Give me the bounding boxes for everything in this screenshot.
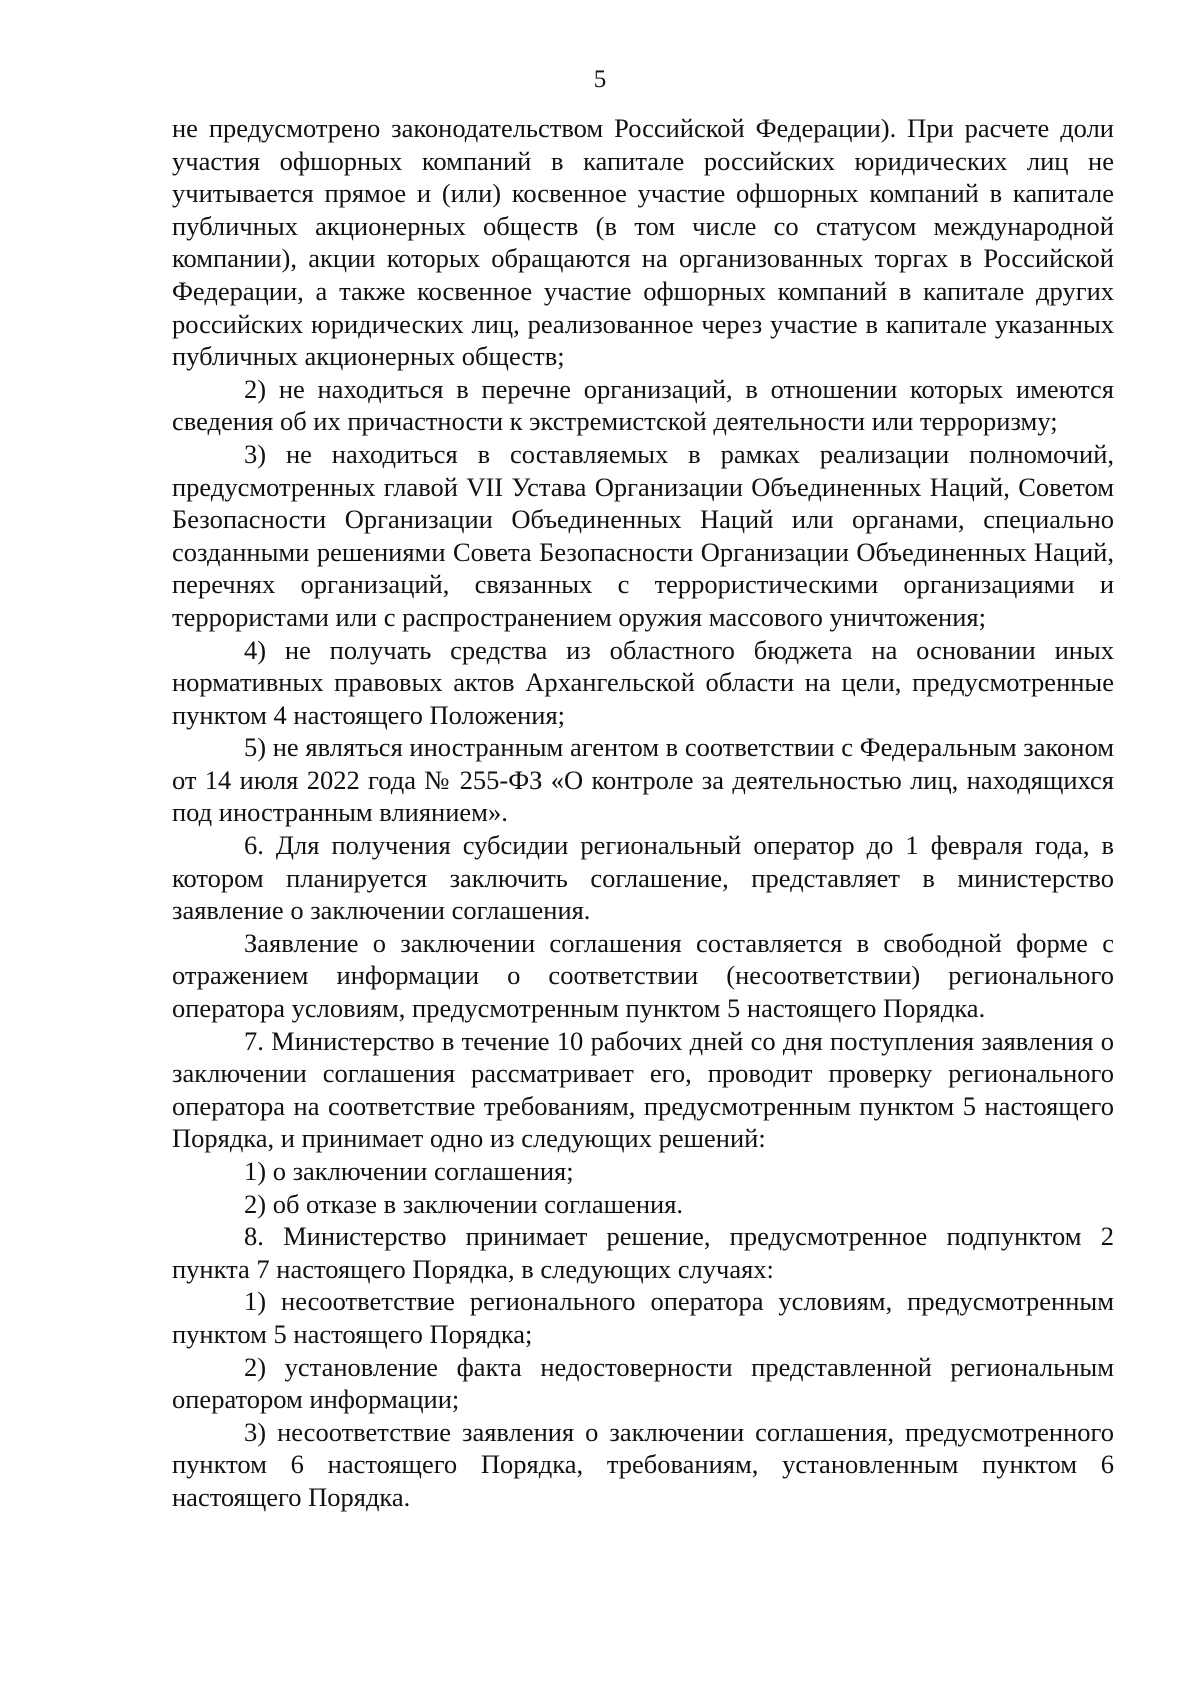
paragraph-item-2: 2) не находиться в перечне организаций, в отношении которых имеются сведения об их причастности к экстремистской деятельности или терроризму; [172, 373, 1114, 437]
paragraph-item-4: 4) не получать средства из областного бюджета на основании иных нормативных правовых актов Архангельской области на цели, предусмотренные пунктом 4 настоящего Положения; [172, 634, 1114, 730]
paragraph-item-3: 3) не находиться в составляемых в рамках реализации полномочий, предусмотренных главой VII Устава Организации Объединенных Наций, Советом Безопасности Организации Объединенных Наций или органами, специально созданными решениями Совета Безопасности Организации Объединенных Наций, перечнях организаций, связанных с террористическими организациями и террористами или с распространением оружия массового уничтожения; [172, 438, 1114, 632]
paragraph-section-7: 7. Министерство в течение 10 рабочих дней со дня поступления заявления о заключении соглашения рассматривает его, проводит проверку регионального оператора на соответствие требованиям, предусмотренным пунктом 5 настоящего Порядка, и принимает одно из следующих решений: [172, 1025, 1114, 1154]
paragraph-section-8-item-2: 2) установление факта недостоверности представленной региональным оператором информации; [172, 1351, 1114, 1415]
document-body [172, 112, 1114, 1514]
paragraph-section-8-item-1: 1) несоответствие регионального оператора условиям, предусмотренным пунктом 5 настоящего Порядка; [172, 1286, 1114, 1349]
paragraph-section-7-item-1: 1) о заключении соглашения; [244, 1156, 574, 1186]
paragraph-continuation: не предусмотрено законодательством Российской Федерации). При расчете доли участия офшорных компаний в капитале российских юридических лиц не учитывается прямое и (или) косвенное участие офшорных компаний в капитале публичных акционерных обществ (в том числе со статусом международной компании), акции которых обращаются на организованных торгах в Российской Федерации, а также косвенное участие офшорных компаний в капитале других российских юридических лиц, реализованное через участие в капитале указанных публичных акционерных обществ; [172, 113, 1114, 372]
paragraph-section-8: 8. Министерство принимает решение, предусмотренное подпунктом 2 пункта 7 настоящего Порядка, в следующих случаях: [172, 1221, 1114, 1284]
paragraph-section-8-item-3: 3) несоответствие заявления о заключении соглашения, предусмотренного пунктом 6 настоящего Порядка, требованиям, установленным пунктом 6 настоящего Порядка. [172, 1416, 1114, 1512]
page-number: 5 [593, 66, 607, 93]
paragraph-section-6-application: Заявление о заключении соглашения составляется в свободной форме с отражением информации о соответствии (несоответствии) регионального оператора условиям, предусмотренным пунктом 5 настоящего Порядка. [172, 927, 1114, 1024]
paragraph-item-5: 5) не являться иностранным агентом в соответствии с Федеральным законом от 14 июля 2022 года № 255-ФЗ «О контроле за деятельностью лиц, находящихся под иностранным влиянием». [172, 732, 1114, 828]
paragraph-section-6: 6. Для получения субсидии региональный оператор до 1 февраля года, в котором планируется заключить соглашение, представляет в министерство заявление о заключении соглашения. [172, 830, 1114, 926]
paragraph-section-7-item-2: 2) об отказе в заключении соглашения. [244, 1188, 684, 1219]
